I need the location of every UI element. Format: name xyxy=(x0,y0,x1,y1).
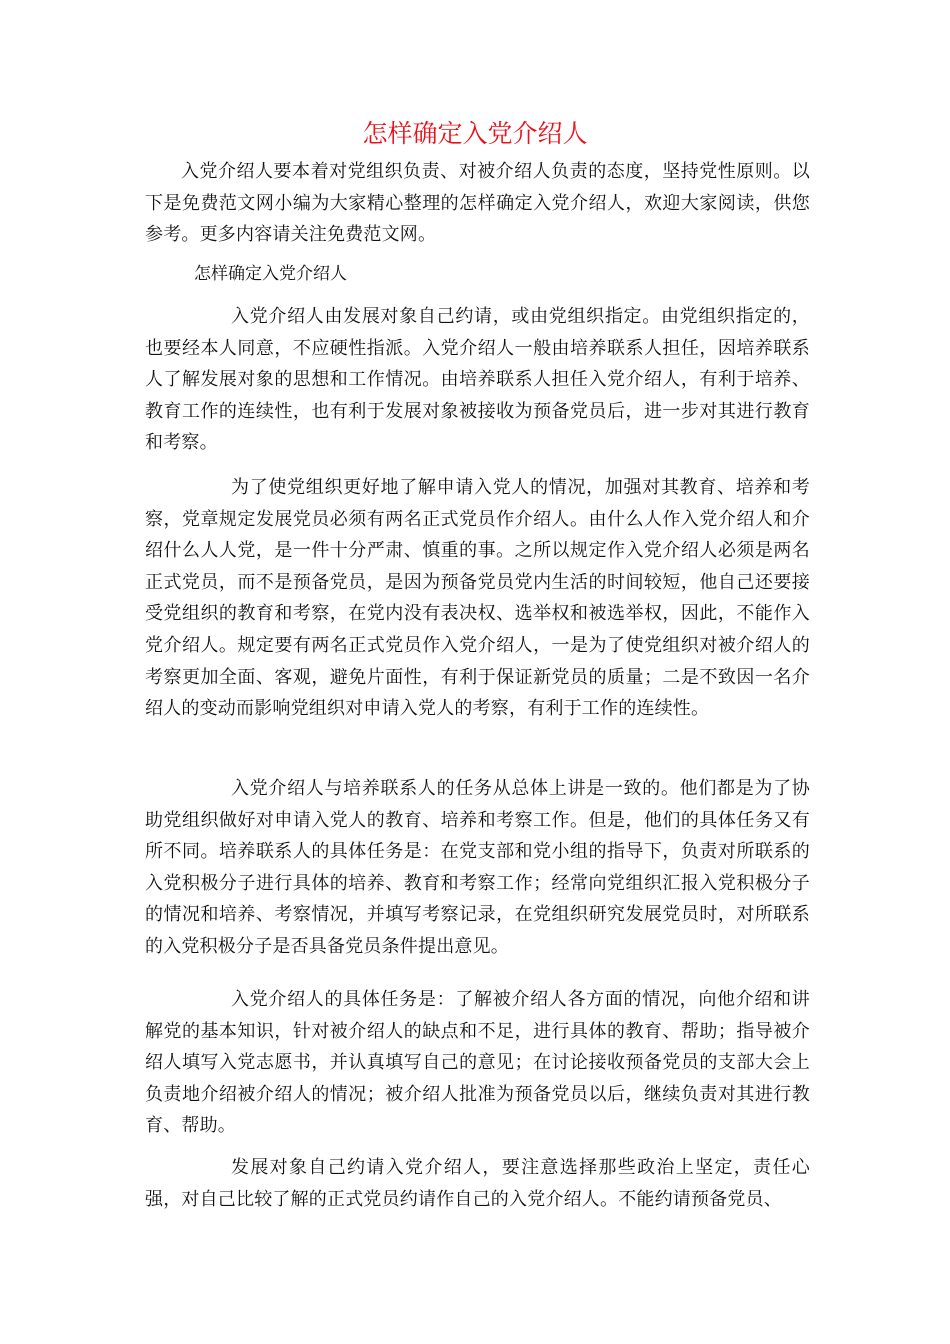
body-paragraph-3: 入党介绍人与培养联系人的任务从总体上讲是一致的。他们都是为了协助党组织做好对申请入党人的教育、培养和考察工作。但是，他们的具体任务又有所不同。培养联系人的具体任务是：在党支部和党小组的指导下，负责对所联系的入党积极分子进行具体的培养、教育和考察工作；经常向党组织汇报入党积极分子的情况和培养、考察情况，并填写考察记录，在党组织研究发展党员时，对所联系的入党积极分子是否具备党员条件提出意见。 xyxy=(145,778,810,957)
body-paragraph-4: 入党介绍人的具体任务是：了解被介绍人各方面的情况，向他介绍和讲解党的基本知识，针对被介绍人的缺点和不足，进行具体的教育、帮助；指导被介绍人填写入党志愿书，并认真填写自己的意见；在讨论接收预备党员的支部大会上负责地介绍被介绍人的情况；被介绍人批准为预备党员以后，继续负责对其进行教育、帮助。 xyxy=(145,989,810,1137)
body-paragraph-1: 入党介绍人由发展对象自己约请，或由党组织指定。由党组织指定的，也要经本人同意，不应硬性指派。入党介绍人一般由培养联系人担任，因培养联系人了解发展对象的思想和工作情况。由培养联系人担任入党介绍人，有利于培养、教育工作的连续性，也有利于发展对象被接收为预备党员后，进一步对其进行教育和考察。 xyxy=(145,306,810,454)
document-title: 怎样确定入党介绍人 xyxy=(362,119,588,148)
intro-paragraph: 入党介绍人要本着对党组织负责、对被介绍人负责的态度，坚持党性原则。以下是免费范文网小编为大家精心整理的怎样确定入党介绍人，欢迎大家阅读，供您参考。更多内容请关注免费范文网。 xyxy=(145,161,810,246)
section-subheading: 怎样确定入党介绍人 xyxy=(194,264,347,284)
body-paragraph-5: 发展对象自己约请入党介绍人，要注意选择那些政治上坚定，责任心强，对自己比较了解的正式党员约请作自己的入党介绍人。不能约请预备党员、 xyxy=(145,1157,810,1210)
body-paragraph-2: 为了使党组织更好地了解申请入党人的情况，加强对其教育、培养和考察，党章规定发展党员必须有两名正式党员作介绍人。由什么人作入党介绍人和介绍什么人人党，是一件十分严肃、慎重的事。之所以规定作入党介绍人必须是两名正式党员，而不是预备党员，是因为预备党员党内生活的时间较短，他自己还要接受党组织的教育和考察，在党内没有表决权、选举权和被选举权，因此，不能作入党介绍人。规定要有两名正式党员作入党介绍人，一是为了使党组织对被介绍人的考察更加全面、客观，避免片面性，有利于保证新党员的质量；二是不致因一名介绍人的变动而影响党组织对申请入党人的考察，有利于工作的连续性。 xyxy=(145,477,810,720)
